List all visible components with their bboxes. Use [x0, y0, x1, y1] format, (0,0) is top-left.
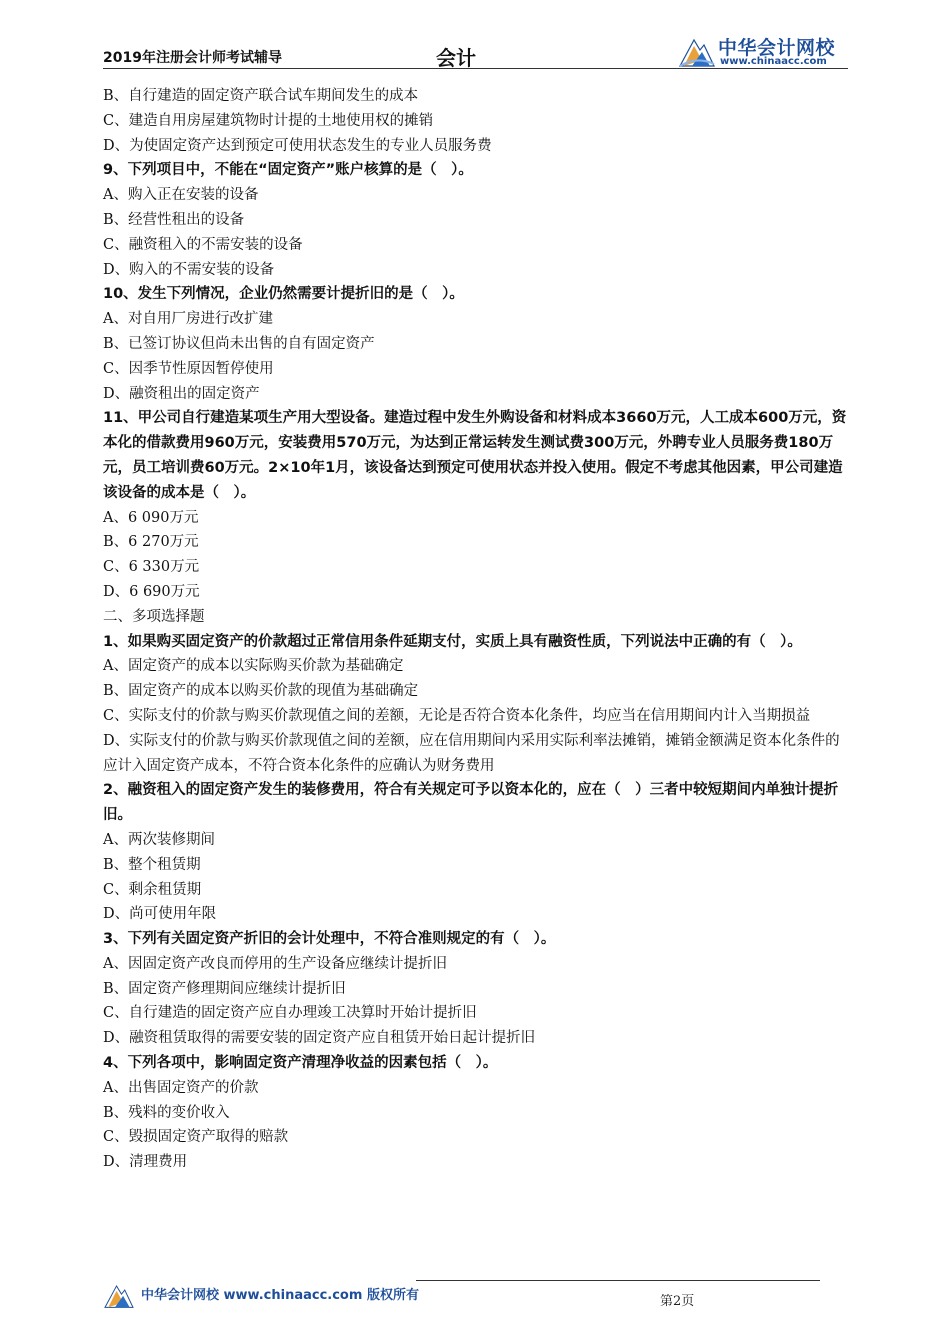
question-stem: 11、甲公司自行建造某项生产用大型设备。建造过程中发生外购设备和材料成本3660万元，人工成本600万元，资本化的借款费用960万元，安装费用570万元，为达到正常运转发生测试费300万元，外聘专业人员服务费180万元，员工培训费60万元。2×10年1月，该设备达到预定可使用状态并投入使用。假定不考虑其他因素，甲公司建造该设备的成本是（ ）。 — [103, 410, 847, 501]
header-exam-title: 2019年注册会计师考试辅导 — [103, 50, 282, 66]
question-stem: 1、如果购买固定资产的价款超过正常信用条件延期支付，实质上具有融资性质，下列说法中正确的有（ ）。 — [103, 633, 802, 650]
answer-option: D、6 690万元 — [103, 583, 200, 600]
answer-option: C、建造自用房屋建筑物时计提的土地使用权的摊销 — [103, 112, 434, 129]
page-header — [103, 30, 848, 72]
question-stem: 4、下列各项中，影响固定资产清理净收益的因素包括（ ）。 — [103, 1055, 498, 1072]
answer-option: C、实际支付的价款与购买价款现值之间的差额，无论是否符合资本化条件，均应当在信用期间内计入当期损益 — [103, 707, 811, 724]
answer-option: C、自行建造的固定资产应自办理竣工决算时开始计提折旧 — [103, 1005, 477, 1022]
answer-option: A、两次装修期间 — [103, 831, 215, 848]
answer-option: B、整个租赁期 — [103, 856, 201, 873]
answer-option: C、6 330万元 — [103, 559, 200, 576]
answer-option: A、出售固定资产的价款 — [103, 1079, 259, 1096]
page-number: 第2页 — [660, 1294, 695, 1309]
answer-option: C、剩余租赁期 — [103, 881, 202, 898]
answer-option: B、经营性租出的设备 — [103, 211, 245, 228]
answer-option: D、购入的不需安装的设备 — [103, 261, 275, 278]
answer-option: A、因固定资产改良而停用的生产设备应继续计提折旧 — [103, 955, 447, 972]
answer-option: C、融资租入的不需安装的设备 — [103, 236, 303, 253]
answer-option: B、固定资产的成本以购买价款的现值为基础确定 — [103, 683, 419, 700]
header-rule — [103, 68, 848, 69]
answer-option: A、购入正在安装的设备 — [103, 187, 259, 204]
page-footer — [103, 1272, 823, 1312]
answer-option: B、已签订协议但尚未出售的自有固定资产 — [103, 335, 375, 352]
answer-option: D、清理费用 — [103, 1154, 188, 1171]
footer-copyright: 中华会计网校 www.chinaacc.com 版权所有 — [141, 1288, 419, 1303]
section-heading: 二、多项选择题 — [103, 608, 205, 625]
logo-mountain-icon — [678, 34, 716, 68]
answer-option: A、6 090万元 — [103, 509, 199, 526]
school-logo — [676, 30, 848, 70]
answer-option: B、自行建造的固定资产联合试车期间发生的成本 — [103, 88, 419, 104]
logo-title: 中华会计网校 — [718, 37, 836, 59]
answer-option: C、毁损固定资产取得的赔款 — [103, 1129, 289, 1146]
question-content — [103, 84, 851, 1175]
answer-option: A、固定资产的成本以实际购买价款为基础确定 — [103, 658, 404, 675]
logo-url: www.chinaacc.com — [720, 56, 827, 67]
question-stem: 9、下列项目中，不能在“固定资产”账户核算的是（ ）。 — [103, 162, 473, 179]
question-stem: 2、融资租入的固定资产发生的装修费用，符合有关规定可予以资本化的，应在（ ）三者中较短期间内单独计提折旧。 — [103, 782, 839, 824]
answer-option: C、因季节性原因暂停使用 — [103, 360, 274, 377]
answer-option: D、尚可使用年限 — [103, 906, 217, 923]
answer-option: B、6 270万元 — [103, 534, 199, 551]
answer-option: D、融资租赁取得的需要安装的固定资产应自租赁开始日起计提折旧 — [103, 1030, 536, 1047]
question-stem: 10、发生下列情况，企业仍然需要计提折旧的是（ ）。 — [103, 286, 464, 303]
footer-logo-icon — [103, 1281, 135, 1309]
header-subject: 会计 — [436, 46, 476, 70]
answer-option: B、残料的变价收入 — [103, 1104, 230, 1121]
footer-rule — [416, 1280, 820, 1281]
answer-option: A、对自用厂房进行改扩建 — [103, 311, 273, 328]
answer-option: D、为使固定资产达到预定可使用状态发生的专业人员服务费 — [103, 137, 492, 154]
answer-option: B、固定资产修理期间应继续计提折旧 — [103, 980, 346, 997]
answer-option: D、融资租出的固定资产 — [103, 385, 260, 402]
answer-option: D、实际支付的价款与购买价款现值之间的差额，应在信用期间内采用实际利率法摊销，摊销金额满足资本化条件的应计入固定资产成本，不符合资本化条件的应确认为财务费用 — [103, 732, 840, 774]
question-stem: 3、下列有关固定资产折旧的会计处理中，不符合准则规定的有（ ）。 — [103, 931, 556, 948]
